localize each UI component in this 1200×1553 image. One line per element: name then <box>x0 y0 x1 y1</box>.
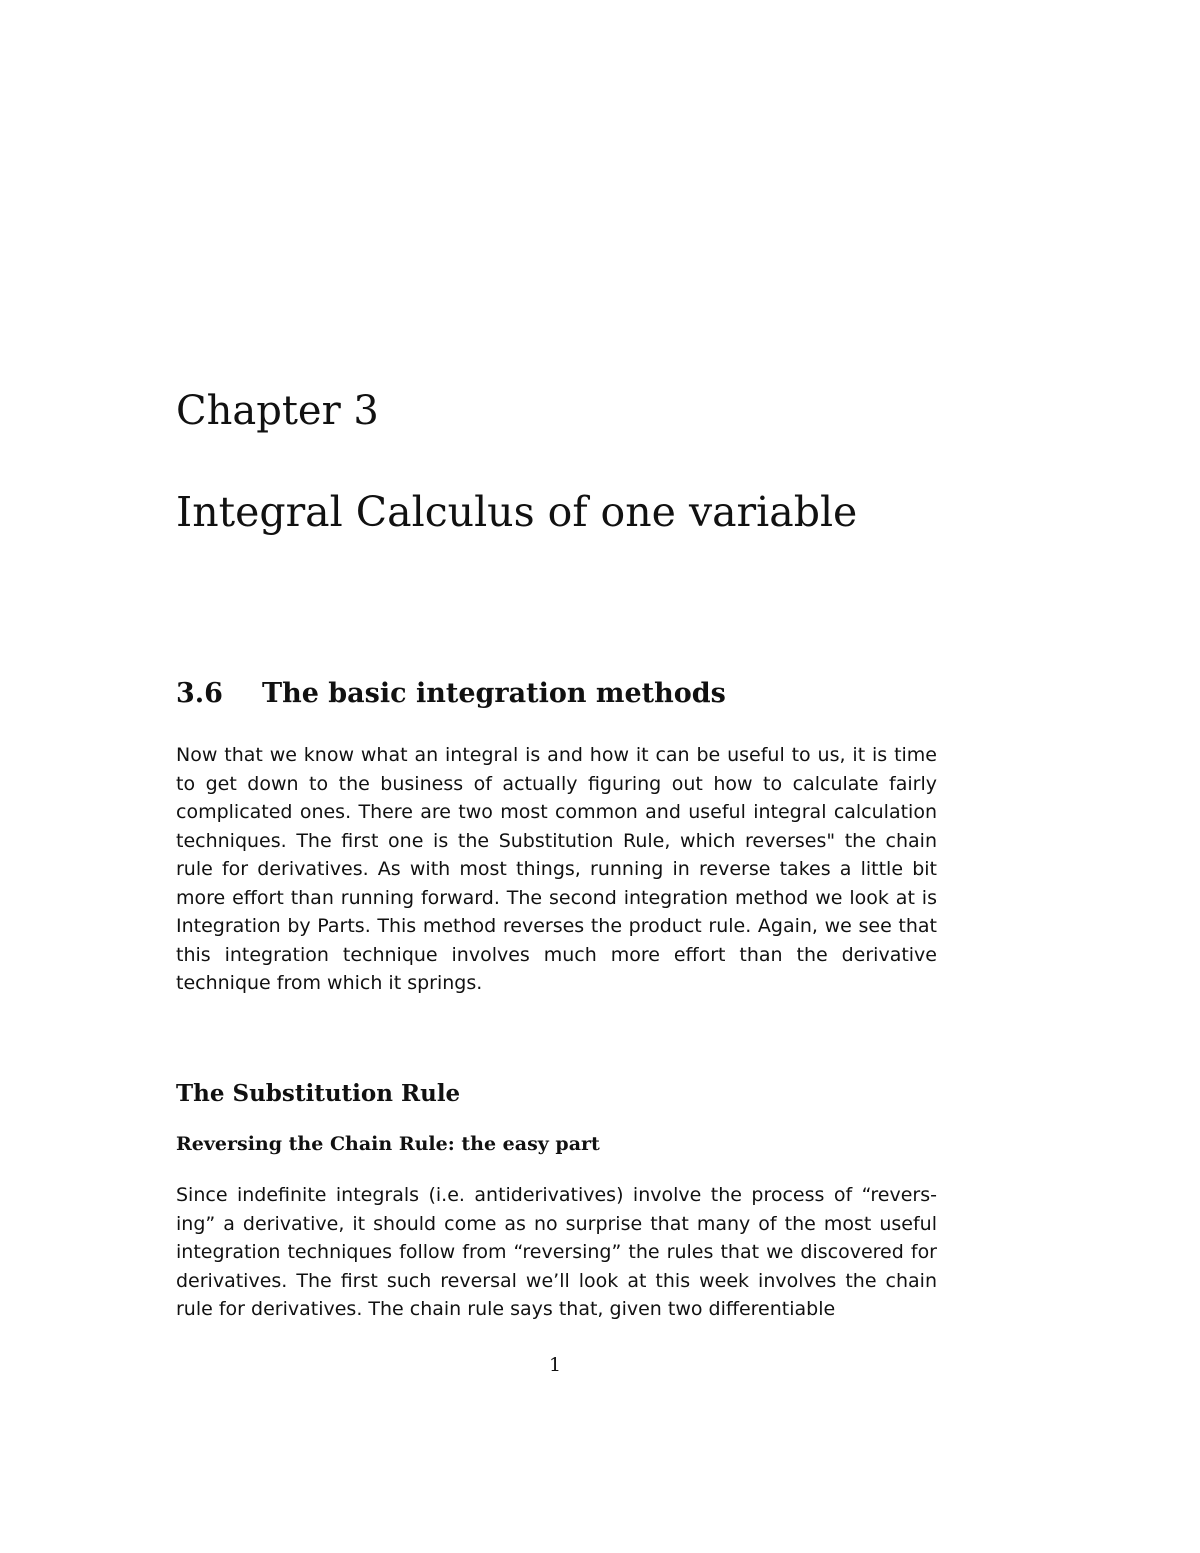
substitution-paragraph: Since indefinite integrals (i.e. antiderivatives) involve the process of “revers-ing” a derivative, it should come as no surprise that many of the most useful integration techniques follow from “reversing” the rules that we discovered for derivatives. The first such reversal we’ll look at this week involves the chain rule for derivatives. The chain rule says that, given two differentiable <box>176 1184 937 1320</box>
section-title: The basic integration methods <box>262 678 726 709</box>
subsection-title: The Substitution Rule <box>176 1080 461 1107</box>
chapter-title: Integral Calculus of one variable <box>176 488 858 536</box>
section-heading <box>176 674 726 714</box>
section-intro-paragraph: Now that we know what an integral is and how it can be useful to us, it is time to get down to the business of actually figuring out how to calculate fairly complicated ones. There are two most common and useful integral calculation techniques. The first one is the Substitution Rule, which reverses" the chain rule for derivatives. As with most things, running in reverse takes a little bit more effort than running forward. The second integration method we look at is Integration by Parts. This method reverses the product rule. Again, we see that this integration technique involves much more effort than the derivative technique from which it springs. <box>176 744 937 994</box>
section-number: 3.6 <box>176 678 223 709</box>
chapter-label: Chapter 3 <box>176 388 379 434</box>
subsubsection-title: Reversing the Chain Rule: the easy part <box>176 1133 600 1155</box>
page-number: 1 <box>548 1354 562 1376</box>
